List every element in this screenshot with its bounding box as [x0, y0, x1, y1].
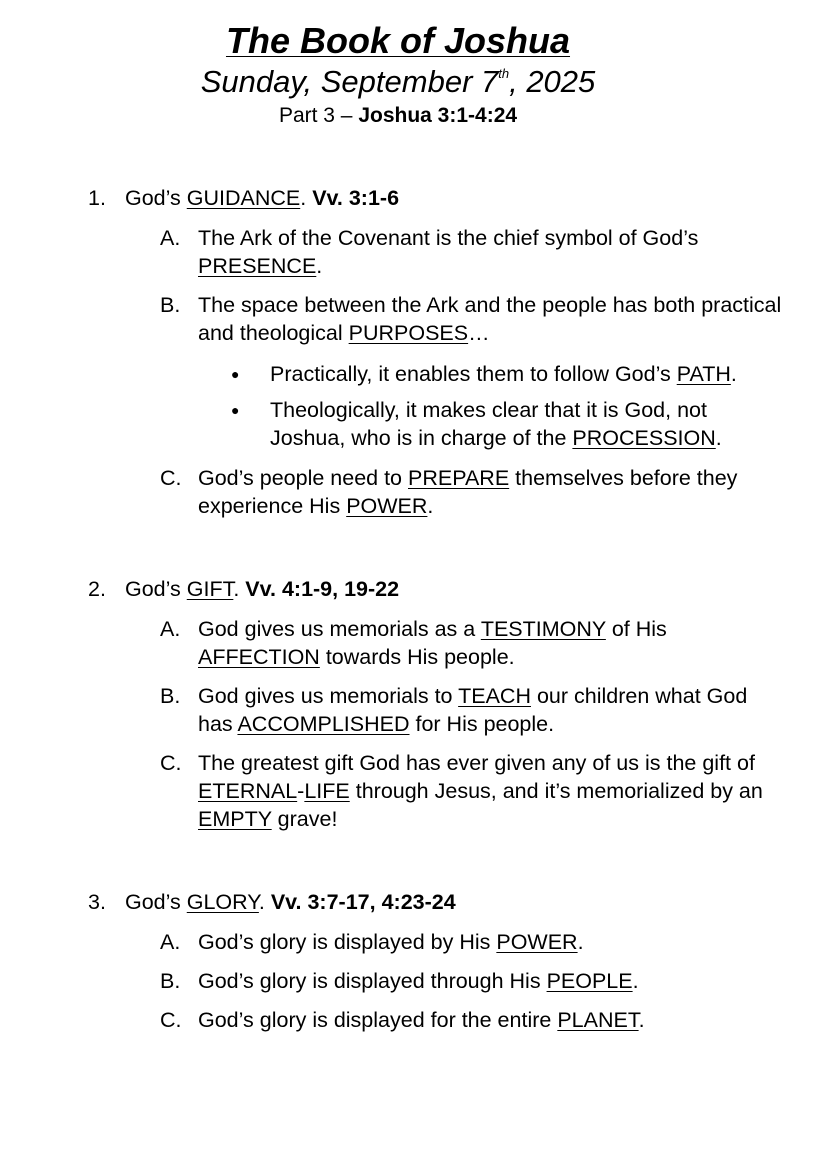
item-text: God’s glory is displayed by His POWER. [198, 930, 584, 954]
item-text: God gives us memorials as a TESTIMONY of His [198, 617, 667, 641]
item-text: PRESENCE. [198, 254, 323, 278]
item-letter: A. [160, 930, 181, 954]
item-text: EMPTY grave! [198, 807, 338, 831]
bullet-text: Theologically, it makes clear that it is God, not [270, 398, 707, 422]
item-text: God’s glory is displayed for the entire PLANET. [198, 1008, 645, 1032]
item-text: The Ark of the Covenant is the chief symbol of God’s [198, 226, 699, 250]
item-text: God’s people need to PREPARE themselves before they [198, 466, 738, 490]
item-letter: A. [160, 617, 181, 641]
bullet-icon: ● [231, 402, 240, 418]
point-number: 2. [88, 577, 106, 601]
item-text: AFFECTION towards His people. [198, 645, 515, 669]
item-text: experience His POWER. [198, 494, 434, 518]
sermon-part: Part 3 – Joshua 3:1-4:24 [278, 104, 518, 127]
item-text: and theological PURPOSES… [198, 321, 490, 345]
item-letter: C. [160, 1008, 182, 1032]
item-text: The space between the Ark and the people has both practical [198, 293, 782, 317]
item-letter: B. [160, 969, 181, 993]
point-number: 1. [88, 186, 106, 210]
item-letter: A. [160, 226, 181, 250]
page-title: The Book of Joshua [225, 20, 571, 61]
bullet-text: Joshua, who is in charge of the PROCESSION. [270, 426, 722, 450]
sermon-date: Sunday, September 7th, 2025 [200, 64, 596, 99]
item-letter: B. [160, 293, 181, 317]
item-text: God gives us memorials to TEACH our children what God [198, 684, 748, 708]
item-text: God’s glory is displayed through His PEOPLE. [198, 969, 639, 993]
item-letter: C. [160, 751, 182, 775]
point-heading: God’s GLORY. Vv. 3:7-17, 4:23-24 [125, 890, 456, 914]
point-number: 3. [88, 890, 106, 914]
item-text: ETERNAL-LIFE through Jesus, and it’s memorialized by an [198, 779, 763, 803]
point-heading: God’s GUIDANCE. Vv. 3:1-6 [125, 186, 400, 210]
bullet-text: Practically, it enables them to follow God’s PATH. [270, 362, 737, 386]
item-letter: B. [160, 684, 181, 708]
item-letter: C. [160, 466, 182, 490]
item-text: has ACCOMPLISHED for His people. [198, 712, 555, 736]
item-text: The greatest gift God has ever given any of us is the gift of [198, 751, 755, 775]
bullet-icon: ● [231, 366, 240, 382]
point-heading: God’s GIFT. Vv. 4:1-9, 19-22 [125, 577, 400, 601]
